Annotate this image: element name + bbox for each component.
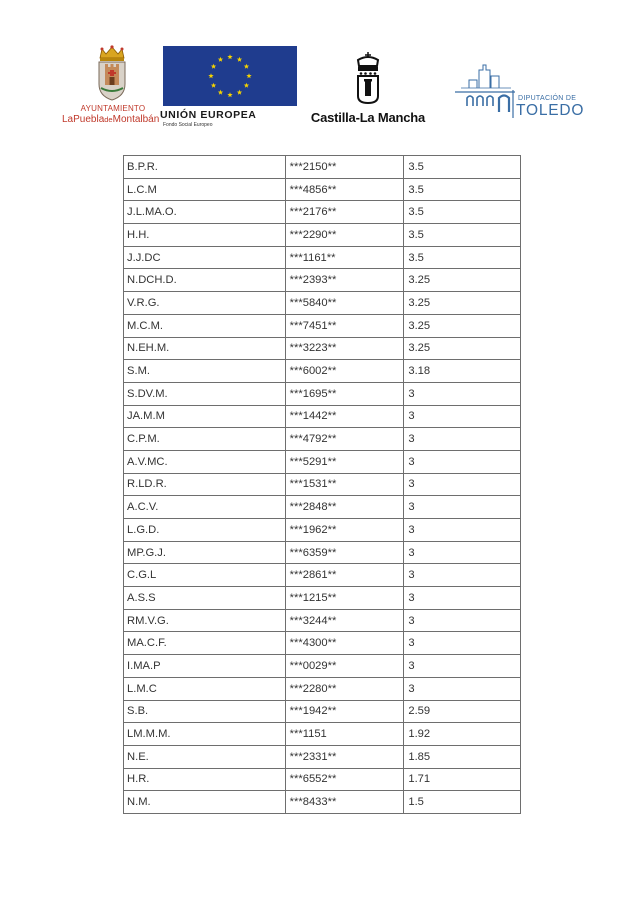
cell-name: S.M. [124,360,286,383]
cell-name: C.G.L [124,564,286,587]
cell-name: N.DCH.D. [124,269,286,292]
table-row [124,564,521,587]
cell-score: 3 [404,655,521,678]
coat-of-arms-icon [95,44,129,102]
eu-name: UNIÓN EUROPEA [160,109,257,121]
cell-name: S.DV.M. [124,382,286,405]
table-row [124,723,521,746]
table-row [124,314,521,337]
cell-name: MP.G.J. [124,541,286,564]
letterhead [0,0,637,140]
cell-code: ***1531** [285,473,404,496]
cell-score: 3 [404,541,521,564]
eu-fund-label: Fondo Social Europeo [163,122,213,128]
cell-score: 3 [404,496,521,519]
ayuntamiento-logo [62,44,172,134]
cell-name: R.LD.R. [124,473,286,496]
cell-name: M.C.M. [124,314,286,337]
eu-flag-icon [163,46,297,106]
cell-code: ***1151 [285,723,404,746]
table-row [124,587,521,610]
cell-score: 3 [404,609,521,632]
cell-score: 3.5 [404,178,521,201]
table-row [124,745,521,768]
eu-logo [160,46,300,136]
table-row [124,768,521,791]
table-row [124,632,521,655]
table-row [124,428,521,451]
toledo-skyline-icon [455,62,517,120]
table-row [124,360,521,383]
cell-name: N.EH.M. [124,337,286,360]
cell-code: ***2176** [285,201,404,224]
cell-code: ***2331** [285,745,404,768]
cell-name: JA.M.M [124,405,286,428]
cell-score: 3 [404,405,521,428]
cell-name: H.R. [124,768,286,791]
table-row [124,677,521,700]
cell-name: J.L.MA.O. [124,201,286,224]
cell-code: ***2280** [285,677,404,700]
cell-score: 3.5 [404,156,521,179]
cell-score: 3.25 [404,269,521,292]
cell-code: ***3223** [285,337,404,360]
cell-code: ***3244** [285,609,404,632]
table-row [124,700,521,723]
table-row [124,791,521,814]
cell-name: A.V.MC. [124,450,286,473]
cell-code: ***1695** [285,382,404,405]
cell-score: 3.18 [404,360,521,383]
diputacion-label: DIPUTACIÓN DE [518,95,577,102]
table-row [124,156,521,179]
cell-name: MA.C.F. [124,632,286,655]
cell-name: L.C.M [124,178,286,201]
cell-score: 3 [404,632,521,655]
table-row [124,178,521,201]
cell-code: ***5291** [285,450,404,473]
cell-code: ***1161** [285,246,404,269]
ayuntamiento-label: AYUNTAMIENTO [80,104,146,113]
cell-score: 3 [404,564,521,587]
cell-name: A.C.V. [124,496,286,519]
cell-code: ***4856** [285,178,404,201]
cell-score: 3.25 [404,337,521,360]
cell-code: ***0029** [285,655,404,678]
cell-score: 3 [404,450,521,473]
cell-score: 3 [404,677,521,700]
cell-name: S.B. [124,700,286,723]
cell-score: 2.59 [404,700,521,723]
cell-name: B.P.R. [124,156,286,179]
castilla-la-mancha-logo [308,52,433,132]
cell-score: 1.92 [404,723,521,746]
cell-name: N.E. [124,745,286,768]
cell-score: 3 [404,587,521,610]
cell-score: 3 [404,428,521,451]
cell-score: 3 [404,519,521,542]
cell-score: 1.85 [404,745,521,768]
cell-score: 3 [404,473,521,496]
table-row [124,405,521,428]
table-row [124,269,521,292]
cell-code: ***1442** [285,405,404,428]
cell-score: 3.5 [404,201,521,224]
cell-name: V.R.G. [124,292,286,315]
cell-code: ***6002** [285,360,404,383]
cell-code: ***4300** [285,632,404,655]
cell-code: ***5840** [285,292,404,315]
cell-name: J.J.DC [124,246,286,269]
table-row [124,496,521,519]
clm-name: Castilla-La Mancha [310,110,426,125]
cell-code: ***1215** [285,587,404,610]
cell-score: 1.5 [404,791,521,814]
table-row [124,609,521,632]
cell-name: L.G.D. [124,519,286,542]
table-row [124,519,521,542]
cell-score: 3.25 [404,292,521,315]
cell-name: H.H. [124,224,286,247]
cell-name: RM.V.G. [124,609,286,632]
cell-name: N.M. [124,791,286,814]
table-row [124,541,521,564]
cell-code: ***8433** [285,791,404,814]
cell-code: ***7451** [285,314,404,337]
cell-code: ***2861** [285,564,404,587]
cell-score: 3.25 [404,314,521,337]
cell-code: ***2290** [285,224,404,247]
toledo-label: TOLEDO [516,102,585,119]
table-row [124,382,521,405]
castle-crown-icon [355,52,381,104]
cell-score: 3.5 [404,224,521,247]
cell-code: ***6359** [285,541,404,564]
cell-name: C.P.M. [124,428,286,451]
cell-score: 3 [404,382,521,405]
cell-code: ***1962** [285,519,404,542]
cell-code: ***2150** [285,156,404,179]
cell-name: A.S.S [124,587,286,610]
table-row [124,337,521,360]
table-row [124,292,521,315]
cell-name: LM.M.M. [124,723,286,746]
cell-code: ***4792** [285,428,404,451]
cell-name: L.M.C [124,677,286,700]
cell-name: I.MA.P [124,655,286,678]
table-row [124,450,521,473]
cell-score: 1.71 [404,768,521,791]
cell-score: 3.5 [404,246,521,269]
table-row [124,473,521,496]
municipality-name: LaPuebladeMontalbán [62,114,160,125]
table-row [124,655,521,678]
cell-code: ***1942** [285,700,404,723]
cell-code: ***2848** [285,496,404,519]
cell-code: ***6552** [285,768,404,791]
table-row [124,201,521,224]
results-table-body [124,156,521,814]
table-row [124,224,521,247]
cell-code: ***2393** [285,269,404,292]
table-row [124,246,521,269]
diputacion-logo [455,62,585,122]
results-table [123,155,521,814]
